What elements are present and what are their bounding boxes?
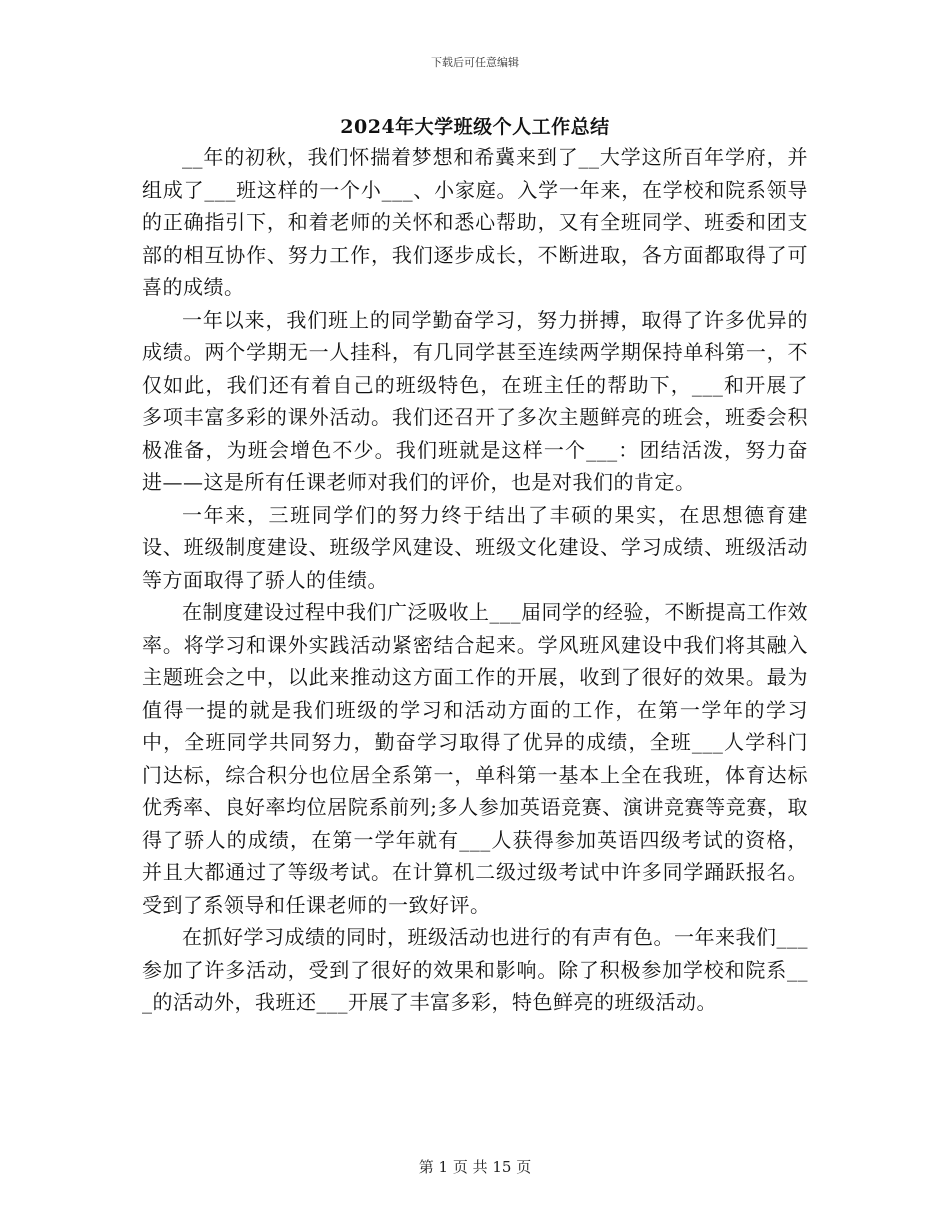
paragraph-5: 在抓好学习成绩的同时，班级活动也进行的有声有色。一年来我们___参加了许多活动，受到了很好的效果和影响。除了积极参加学校和院系___的活动外，我班还___开展了丰富多彩，特色鲜亮的班级活动。 [142, 925, 808, 1014]
paragraph-4: 在制度建设过程中我们广泛吸收上___届同学的经验，不断提高工作效率。将学习和课外实践活动紧密结合起来。学风班风建设中我们将其融入主题班会之中，以此来推动这方面工作的开展，收到了很好的效果。最为值得一提的就是我们班级的学习和活动方面的工作，在第一学年的学习中，全班同学共同努力，勤奋学习取得了优异的成绩，全班___人学科门门达标，综合积分也位居全系第一，单科第一基本上全在我班，体育达标优秀率、良好率均位居院系前列;多人参加英语竞赛、演讲竞赛等竞赛，取得了骄人的成绩，在第一学年就有___人获得参加英语四级考试的资格，并且大都通过了等级考试。在计算机二级过级考试中许多同学踊跃报名。受到了系领导和任课老师的一致好评。 [142, 600, 808, 917]
paragraph-1: __年的初秋，我们怀揣着梦想和希冀来到了__大学这所百年学府，并组成了___班这样的一个小___、小家庭。入学一年来，在学校和院系领导的正确指引下，和着老师的关怀和悉心帮助，又有全班同学、班委和团支部的相互协作、努力工作，我们逐步成长，不断进取，各方面都取得了可喜的成绩。 [142, 145, 808, 299]
page-number-footer: 第 1 页 共 15 页 [418, 1158, 532, 1176]
page-header-note: 下载后可任意编辑 [431, 56, 519, 69]
document-body [142, 141, 808, 1019]
paragraph-2: 一年以来，我们班上的同学勤奋学习，努力拼搏，取得了许多优异的成绩。两个学期无一人挂科，有几同学甚至连续两学期保持单科第一，不仅如此，我们还有着自己的班级特色，在班主任的帮助下，___和开展了多项丰富多彩的课外活动。我们还召开了多次主题鲜亮的班会，班委会积极准备，为班会增色不少。我们班就是这样一个___：团结活泼，努力奋进——这是所有任课老师对我们的评价，也是对我们的肯定。 [142, 307, 808, 494]
paragraph-3: 一年来，三班同学们的努力终于结出了丰硕的果实，在思想德育建设、班级制度建设、班级学风建设、班级文化建设、学习成绩、班级活动等方面取得了骄人的佳绩。 [142, 502, 808, 592]
document-title: 2024年大学班级个人工作总结 [340, 116, 610, 138]
